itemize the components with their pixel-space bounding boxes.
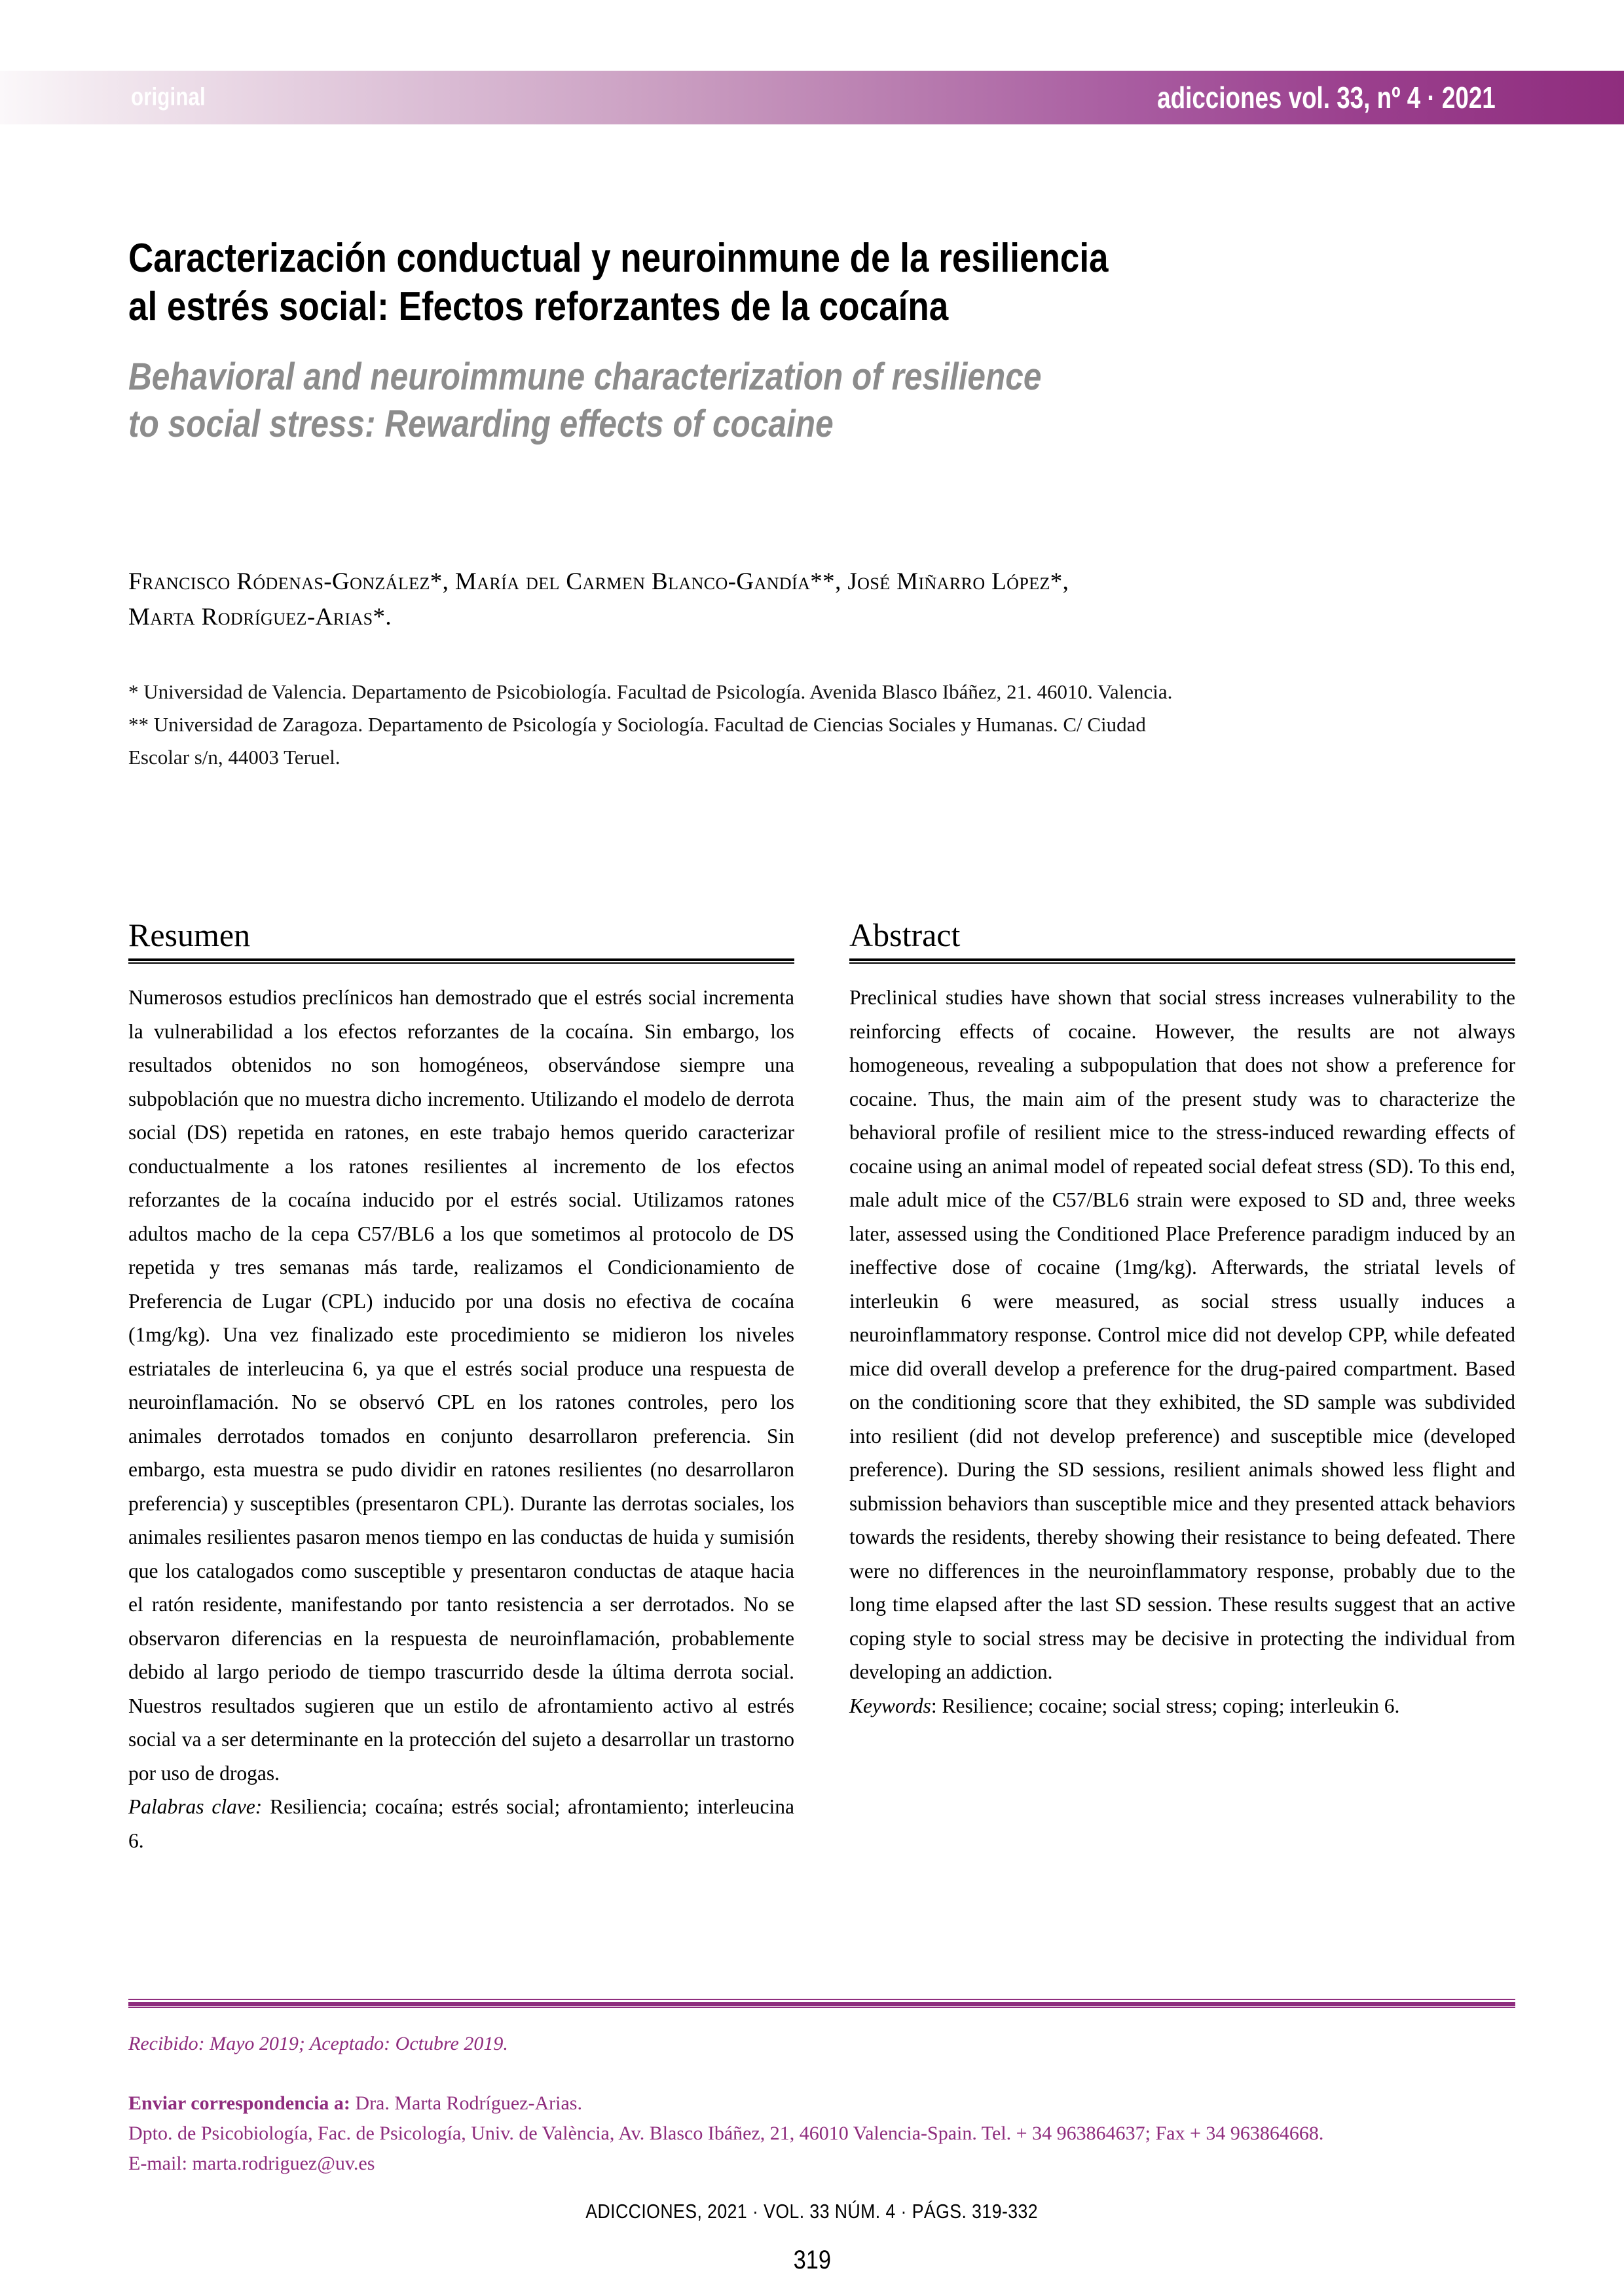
resumen-keywords bbox=[128, 1790, 794, 1857]
page-title-english bbox=[128, 354, 1438, 448]
resumen-keywords-value: Resiliencia; cocaína; estrés social; afrontamiento; interleucina 6. bbox=[128, 1795, 795, 1852]
header-article-type bbox=[131, 84, 222, 112]
affiliation-block bbox=[128, 676, 1458, 774]
affiliation-line-1: * Universidad de Valencia. Departamento de Psicobiología. Facultad de Psicología. Avenida Blasco Ibáñez, 21. 46010. Valencia. bbox=[128, 680, 1173, 703]
page-number-text: 319 bbox=[793, 2246, 831, 2274]
correspondence-name: Dra. Marta Rodríguez-Arias. bbox=[350, 2092, 582, 2114]
abstract-heading: Abstract bbox=[849, 917, 961, 953]
resumen-heading: Resumen bbox=[128, 917, 251, 953]
page-title-spanish-line1: Caracterización conductual y neuroinmune de la resiliencia bbox=[128, 236, 1109, 281]
author-line-2: Marta Rodríguez-Arias*. bbox=[128, 604, 392, 630]
correspondence-address: Dpto. de Psicobiología, Fac. de Psicología, Univ. de València, Av. Blasco Ibáñez, 21, 46010 Valencia-Spain. Tel. + 34 963864637; Fax + 34 963864668. bbox=[128, 2123, 1324, 2144]
resumen-paragraph: Numerosos estudios preclínicos han demostrado que el estrés social incrementa la vulnerabilidad a los efectos reforzantes de la cocaína. Sin embargo, los resultados obtenidos no son homogéneos, observándose siempre una subpoblación que no muestra dicho incremento. Utilizando el modelo de derrota social (DS) repetida en ratones, en este trabajo hemos querido caracterizar conductualmente a los ratones resilientes al incremento de los efectos reforzantes de la cocaína inducido por el estrés social. Utilizamos ratones adultos macho de la cepa C57/BL6 a los que sometimos al protocolo de DS repetida y tres semanas más tarde, realizamos el Condicionamiento de Preferencia de Lugar (CPL) inducido por una dosis no efectiva de cocaína (1mg/kg). Una vez finalizado este procedimiento se midieron los niveles estriatales de interleucina 6, ya que el estrés social produce una respuesta de neuroinflamación. No se observó CPL en los ratones controles, pero los animales derrotados tomados en conjunto desarrollaron preferencia. Sin embargo, esta muestra se pudo dividir en ratones resilientes (no desarrollaron preferencia) y susceptibles (presentaron CPL). Durante las derrotas sociales, los animales resilientes pasaron menos tiempo en las conductas de huida y sumisión que los catalogados como susceptible y presentaron conductas de ataque hacia el ratón residente, manifestando por tanto resistencia a ser derrotados. No se observaron diferencias en la respuesta de neuroinflamación, probablemente debido al largo periodo de tiempo trascurrido desde la última derrota social. Nuestros resultados sugieren que un estilo de afrontamiento activo al estrés social va a ser determinante en la protección del sujeto a desarrollar un trastorno por uso de drogas. bbox=[128, 986, 794, 1785]
abstract-heading-rule bbox=[849, 958, 1515, 964]
title-block bbox=[128, 234, 1438, 448]
correspondence-email[interactable]: E-mail: marta.rodriguez@uv.es bbox=[128, 2153, 375, 2174]
abstract-keywords-label: Keywords bbox=[849, 1694, 931, 1717]
abstract-column bbox=[849, 917, 1515, 1857]
resumen-column bbox=[128, 917, 794, 1857]
page-title-spanish-line2: al estrés social: Efectos reforzantes de la cocaína bbox=[128, 284, 949, 329]
footer-divider-thick bbox=[128, 2002, 1515, 2006]
resumen-heading-rule bbox=[128, 958, 794, 964]
abstract-body bbox=[849, 981, 1515, 1722]
page-title-english-line2: to social stress: Rewarding effects of cocaine bbox=[128, 403, 834, 445]
correspondence-line bbox=[128, 2088, 1523, 2119]
header-article-type-label: original bbox=[131, 83, 206, 111]
header-journal-issue-label: adicciones vol. 33, nº 4 · 2021 bbox=[1157, 81, 1496, 115]
page-title-english-line1: Behavioral and neuroimmune characterization of resilience bbox=[128, 355, 1042, 398]
abstract-columns bbox=[128, 917, 1515, 1857]
footer-correspondence-block bbox=[128, 2030, 1523, 2179]
header-journal-issue bbox=[1073, 80, 1496, 115]
correspondence-label: Enviar correspondencia a: bbox=[128, 2092, 350, 2114]
abstract-keywords-value: : Resilience; cocaine; social stress; coping; interleukin 6. bbox=[931, 1694, 1400, 1717]
journal-footer-line bbox=[0, 2200, 1624, 2223]
journal-footer-text: ADICCIONES, 2021 · VOL. 33 NÚM. 4 · PÁGS. 319-332 bbox=[585, 2200, 1039, 2223]
received-accepted-dates: Recibido: Mayo 2019; Aceptado: Octubre 2019. bbox=[128, 2033, 508, 2054]
affiliation-line-3: Escolar s/n, 44003 Teruel. bbox=[128, 746, 341, 769]
abstract-paragraph: Preclinical studies have shown that social stress increases vulnerability to the reinforcing effects of cocaine. However, the results are not always homogeneous, revealing a subpopulation that does not show a preference for cocaine. Thus, the main aim of the present study was to characterize the behavioral profile of resilient mice to the stress-induced rewarding effects of cocaine using an animal model of repeated social defeat stress (SD). To this end, male adult mice of the C57/BL6 strain were exposed to SD and, three weeks later, assessed using the Conditioned Place Preference paradigm induced by an ineffective dose of cocaine (1mg/kg). Afterwards, the striatal levels of interleukin 6 were measured, as social stress usually induces a neuroinflammatory response. Control mice did not develop CPP, while defeated mice did overall develop a preference for the drug-paired compartment. Based on the conditioning score that they exhibited, the SD sample was subdivided into resilient (did not develop preference) and susceptible mice (developed preference). During the SD sessions, resilient animals showed less flight and submission behaviors than susceptible mice and they presented attack behaviors towards the residents, thereby showing their resistance to being defeated. There were no differences in the neuroinflammatory response, probably due to the long time elapsed after the last SD session. These results suggest that an active coping style to social stress may be decisive in protecting the individual from developing an addiction. bbox=[849, 986, 1515, 1683]
journal-header-band bbox=[0, 71, 1624, 124]
footer-divider-rule bbox=[128, 1999, 1515, 2008]
affiliation-line-2: ** Universidad de Zaragoza. Departamento de Psicología y Sociología. Facultad de Ciencias Sociales y Humanas. C/ Ciudad bbox=[128, 713, 1146, 736]
page-number bbox=[0, 2246, 1624, 2275]
resumen-keywords-label: Palabras clave: bbox=[128, 1795, 263, 1818]
author-list bbox=[128, 564, 1445, 635]
resumen-body bbox=[128, 981, 794, 1857]
abstract-keywords bbox=[849, 1689, 1515, 1723]
page-title-spanish bbox=[128, 234, 1438, 331]
author-line-1: Francisco Ródenas-González*, María del Carmen Blanco-Gandía**, José Miñarro López*, bbox=[128, 568, 1069, 595]
